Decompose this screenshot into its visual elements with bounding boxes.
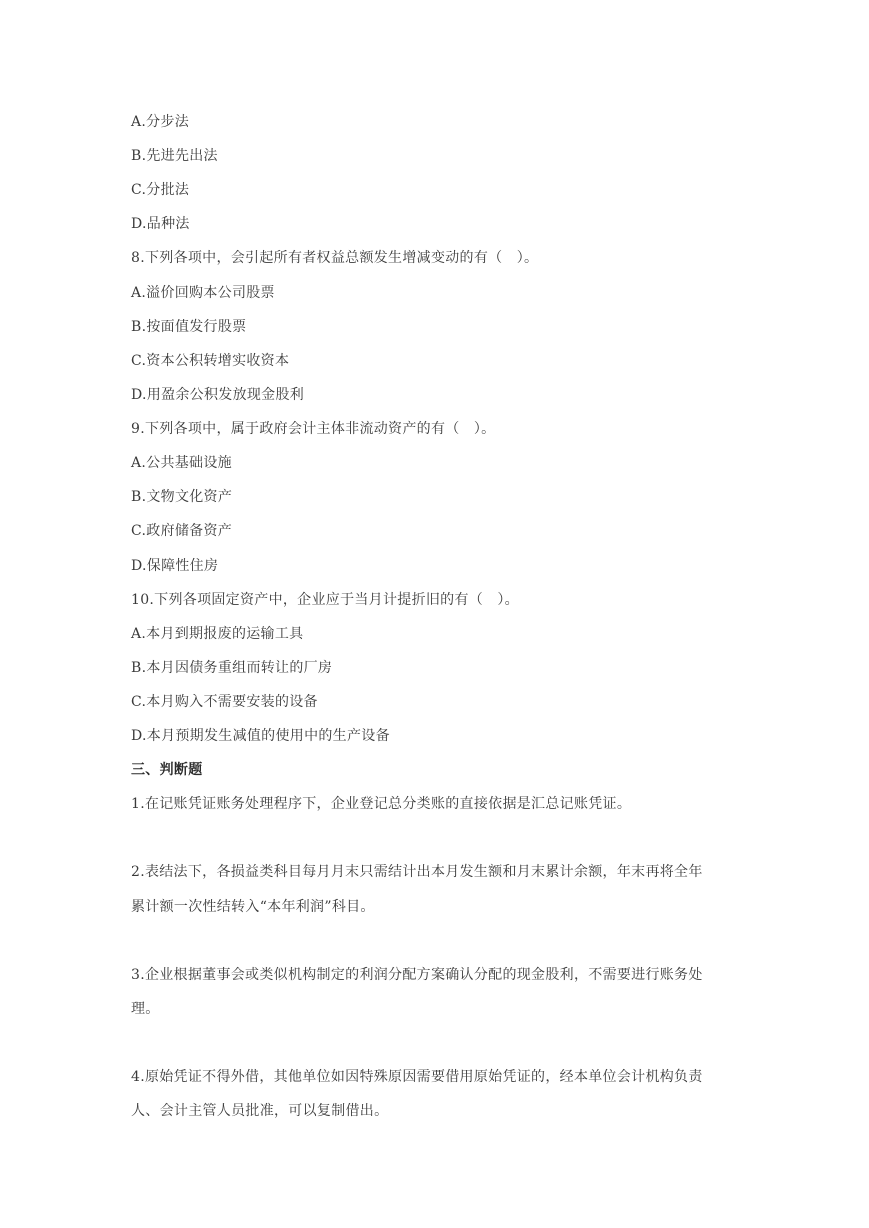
q10-option-c: C.本月购入不需要安装的设备 bbox=[131, 694, 318, 710]
q7-option-c: C.分批法 bbox=[131, 182, 190, 198]
q8-option-a: A.溢价回购本公司股票 bbox=[131, 285, 275, 301]
section-heading: 三、判断题 bbox=[131, 762, 203, 778]
q8-option-b: B.按面值发行股票 bbox=[131, 319, 247, 335]
q9-option-b: B.文物文化资产 bbox=[131, 489, 233, 505]
q8-option-c: C.资本公积转增实收资本 bbox=[131, 353, 290, 369]
q7-option-b: B.先进先出法 bbox=[131, 148, 218, 164]
q10-stem: 10.下列各项固定资产中，企业应于当月计提折旧的有（ ）。 bbox=[131, 592, 519, 608]
q9-option-a: A.公共基础设施 bbox=[131, 455, 232, 471]
tf-item-1-line-1: 1.在记账凭证账务处理程序下，企业登记总分类账的直接依据是汇总记账凭证。 bbox=[131, 796, 632, 812]
q9-option-c: C.政府储备资产 bbox=[131, 523, 233, 539]
q10-option-b: B.本月因债务重组而转让的厂房 bbox=[131, 660, 333, 676]
tf-item-4-line-1: 4.原始凭证不得外借，其他单位如因特殊原因需要借用原始凭证的，经本单位会计机构负责 bbox=[131, 1069, 703, 1085]
tf-item-4-line-2: 人、会计主管人员批准，可以复制借出。 bbox=[131, 1103, 389, 1119]
tf-item-3-line-1: 3.企业根据董事会或类似机构制定的利润分配方案确认分配的现金股利，不需要进行账务处 bbox=[131, 967, 703, 983]
q9-stem: 9.下列各项中，属于政府会计主体非流动资产的有（ ）。 bbox=[131, 421, 496, 437]
q8-option-d: D.用盈余公积发放现金股利 bbox=[131, 387, 305, 403]
q8-stem: 8.下列各项中，会引起所有者权益总额发生增减变动的有（ ）。 bbox=[131, 250, 539, 266]
tf-item-3-line-2: 理。 bbox=[131, 1001, 160, 1017]
q9-option-d: D.保障性住房 bbox=[131, 558, 219, 574]
q7-option-d: D.品种法 bbox=[131, 216, 190, 232]
q10-option-a: A.本月到期报废的运输工具 bbox=[131, 626, 304, 642]
tf-item-2-line-1: 2.表结法下，各损益类科目每月月末只需结计出本月发生额和月末累计余额，年末再将全年 bbox=[131, 864, 703, 880]
q7-option-a: A.分步法 bbox=[131, 114, 190, 130]
q10-option-d: D.本月预期发生减值的使用中的生产设备 bbox=[131, 728, 390, 744]
tf-item-2-line-2: 累计额一次性结转入“本年利润”科目。 bbox=[131, 899, 375, 915]
